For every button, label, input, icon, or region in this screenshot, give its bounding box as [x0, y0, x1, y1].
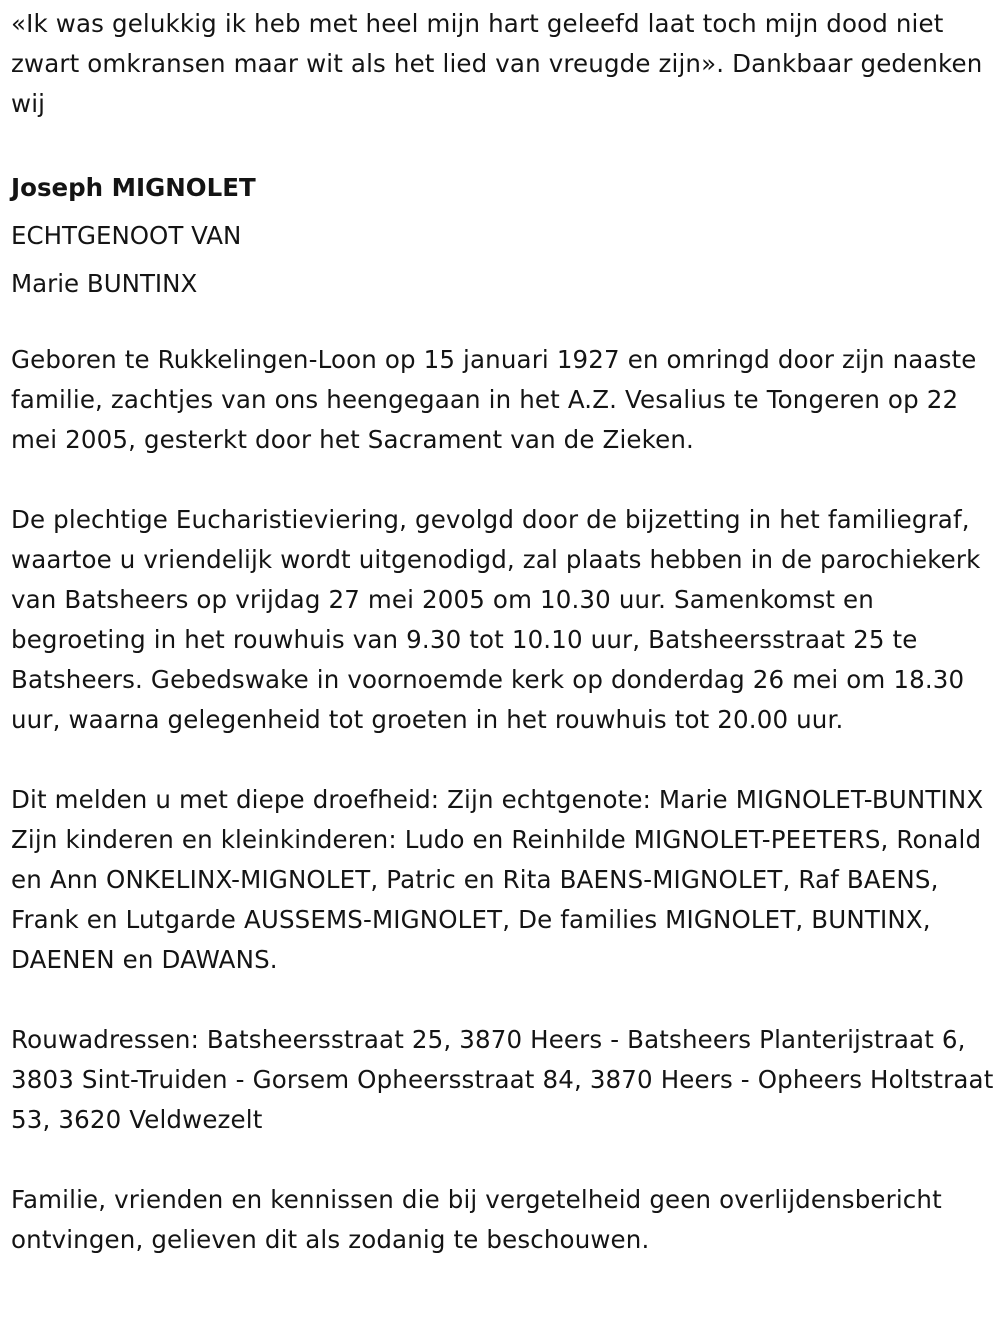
announcement-paragraph: Dit melden u met diepe droefheid: Zijn echtgenote: Marie MIGNOLET-BUNTINX Zijn kinderen en kleinkinderen: Ludo en Reinhilde MIGNOLET-PEETERS, Ronald en Ann ONKELINX-MIGNOLET, Patric en Rita BAENS-MIGNOLET, Raf BAENS, Frank en Lutgarde AUSSEMS-MIGNOLET, De families MIGNOLET, BUNTINX, DAENEN en DAWANS.: [11, 785, 984, 974]
spacer: [11, 124, 996, 164]
spacer: [11, 308, 996, 340]
spouse-name: Marie BUNTINX: [11, 269, 198, 298]
closing-paragraph: Familie, vrienden en kennissen die bij vergetelheid geen overlijdensbericht ontvingen, gelieven dit als zodanig te beschouwen.: [11, 1185, 942, 1254]
relation-label: ECHTGENOOT VAN: [11, 221, 242, 250]
addresses-paragraph: Rouwadressen: Batsheersstraat 25, 3870 Heers - Batsheers Planterijstraat 6, 3803 Sint-Truiden - Gorsem Opheersstraat 84, 3870 Heers - Opheers Holtstraat 53, 3620 Veldwezelt: [11, 1025, 994, 1134]
spacer: [11, 460, 996, 500]
spacer: [11, 980, 996, 1020]
birth-death-paragraph: Geboren te Rukkelingen-Loon op 15 januari 1927 en omringd door zijn naaste familie, zachtjes van ons heengegaan in het A.Z. Vesalius te Tongeren op 22 mei 2005, gesterkt door het Sacrament van de Zieken.: [11, 345, 977, 454]
deceased-name: Joseph MIGNOLET: [11, 173, 256, 202]
ceremony-paragraph: De plechtige Eucharistieviering, gevolgd door de bijzetting in het familiegraf, waartoe u vriendelijk wordt uitgenodigd, zal plaats hebben in de parochiekerk van Batsheers op vrijdag 27 mei 2005 om 10.30 uur. Samenkomst en begroeting in het rouwhuis van 9.30 tot 10.10 uur, Batsheersstraat 25 te Batsheers. Gebedswake in voornoemde kerk op donderdag 26 mei om 18.30 uur, waarna gelegenheid tot groeten in het rouwhuis tot 20.00 uur.: [11, 505, 981, 734]
spacer: [11, 1140, 996, 1180]
obituary-document: [11, 4, 996, 1260]
intro-quote: «Ik was gelukkig ik heb met heel mijn hart geleefd laat toch mijn dood niet zwart omkransen maar wit als het lied van vreugde zijn». Dankbaar gedenken wij: [11, 9, 983, 118]
spacer: [11, 740, 996, 780]
